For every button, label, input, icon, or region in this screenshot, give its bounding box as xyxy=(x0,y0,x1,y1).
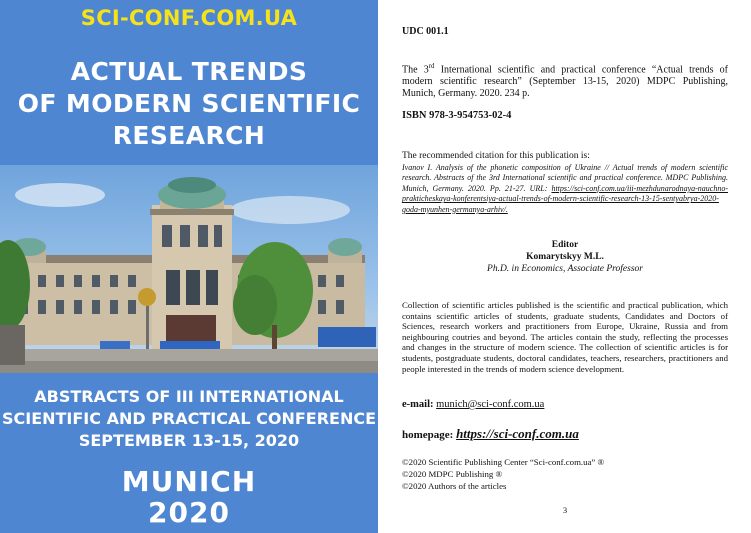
homepage-label: homepage: xyxy=(402,429,454,441)
editor-title: Ph.D. in Economics, Associate Professor xyxy=(487,264,643,274)
cover-title xyxy=(0,56,378,152)
museum-illustration xyxy=(0,165,378,373)
email-link[interactable]: munich@sci-conf.com.ua xyxy=(436,399,545,410)
conference-desc-pre: The 3 xyxy=(402,64,429,76)
cover-title-line: RESEARCH xyxy=(112,121,266,150)
isbn: ISBN 978-3-954753-02-4 xyxy=(402,110,512,121)
conference-desc-post: International scientific and practical conference “Actual trends of modern scientific research” (September 13-15, 2020) MDPC Publishing, Munich, Germany. 2020. 234 p. xyxy=(402,64,729,100)
editor-role: Editor xyxy=(551,240,579,250)
cover-subtitle-line: SEPTEMBER 13-15, 2020 xyxy=(78,431,300,450)
imprint-page xyxy=(378,0,751,533)
cover-subtitle-line: ABSTRACTS OF III INTERNATIONAL xyxy=(34,387,344,406)
copyright-line: ©2020 Authors of the articles xyxy=(402,481,507,491)
cover-photo-museum xyxy=(0,165,378,373)
cover-city: MUNICH xyxy=(121,465,257,498)
email-row xyxy=(402,399,728,410)
cover-title-line: ACTUAL TRENDS xyxy=(70,57,308,86)
cover-city-year xyxy=(0,466,378,528)
page-number: 3 xyxy=(562,505,568,515)
homepage-link[interactable]: https://sci-conf.com.ua xyxy=(456,426,579,441)
citation-body: Ivanov I. Analysis of the phonetic composition of Ukraine // Actual trends of modern scientific research. Abstracts of the 3rd International scientific and practical conference. MDPC Publishing. Munich, Germany. 2020. Pp. 21-27. URL: xyxy=(402,163,728,193)
conference-desc-sup: rd xyxy=(428,62,435,70)
collection-description: Collection of scientific articles published is the scientific and practical publication, which contains scientific articles of students, graduate students, Candidates and Doctors of Sciences, research workers and practitioners from Europe, Ukraine, Russia and from neighbouring coutries and beyond. The articles contain the study, reflecting the processes and changes in the structure of modern science. The collection of scientific articles is for students, postgraduate students, doctoral candidates, teachers, researchers, practitioners and people interested in the trends of modern science development. xyxy=(402,300,728,374)
citation-heading: The recommended citation for this publication is: xyxy=(402,151,590,161)
udc-code: UDC 001.1 xyxy=(402,26,449,37)
cover-title-line: OF MODERN SCIENTIFIC xyxy=(17,89,361,118)
citation-text xyxy=(402,163,728,215)
copyright-line: ©2020 Scientific Publishing Center “Sci-conf.com.ua” ® xyxy=(402,457,605,467)
cover-subtitle xyxy=(0,386,378,452)
conference-description xyxy=(402,60,728,100)
editor-name: Komarytskyy M.L. xyxy=(526,252,604,262)
cover-subtitle-line: SCIENTIFIC AND PRACTICAL CONFERENCE xyxy=(1,409,377,428)
citation-url-link[interactable]: https://sci-conf.com.ua/iii-mezhdunarodnaya-nauchno-prakticheskaya-konferentsiya-actual-trends-of-modern-scientific-research-13-15-sentyabrya-2020-goda-myunhen-germanya-arhiv/. xyxy=(402,183,728,214)
email-label: e-mail: xyxy=(402,399,434,410)
copyright-line: ©2020 MDPC Publishing ® xyxy=(402,469,503,479)
cover-year: 2020 xyxy=(148,496,230,529)
homepage-row xyxy=(402,426,728,442)
cover-site-name: SCI-CONF.COM.UA xyxy=(80,6,298,30)
